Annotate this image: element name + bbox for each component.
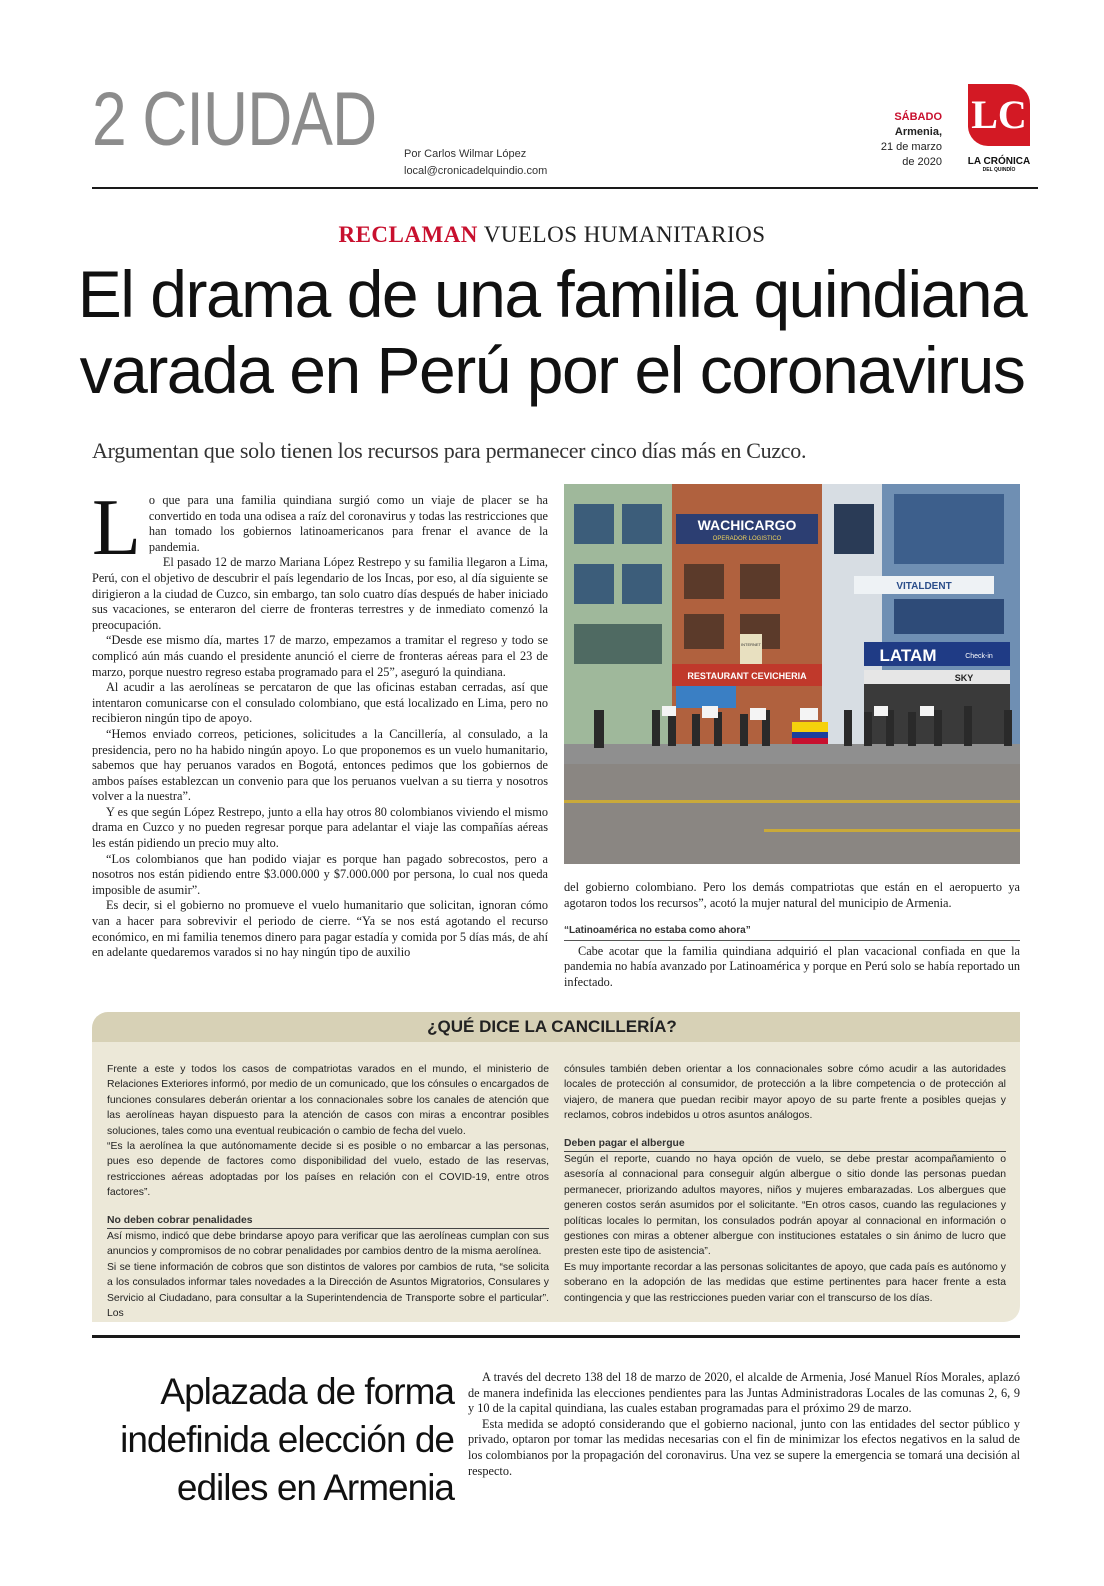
date-day: SÁBADO [894, 111, 942, 123]
article-paragraph: o que para una familia quindiana surgió como un viaje de placer se ha convertido en toda una odisea a raíz del coronavirus y todas las restricciones que han tomado los gobiernos latinoamericanos para frenar el avance de la pandemia. [148, 493, 548, 554]
headline [0, 256, 1104, 408]
box-paragraph: cónsules también deben orientar a los connacionales sobre cómo acudir a las autoridades locales de protección al consumidor, de protección a la libre competencia o de protección al viajero, de manera que puedan recibir mayor apoyo de su parte frente a posibles quejas y reclamos, cobros indebidos u otros asuntos análogos. [564, 1064, 1006, 1122]
box-paragraph: “Es la aerolínea la que autónomamente decide si es posible o no embarcar a las personas, pues eso depende de factores como disponibilidad del vuelo, estado de las reservas, restricciones aéreas adoptadas por los países en relación con el COVID-19, entre otros factores”. [107, 1141, 549, 1199]
box-paragraph: Así mismo, indicó que debe brindarse apoyo para verificar que las aerolíneas cumplan con sus anuncios y compromisos de no cobrar penalidades por cambios dentro de la misma aerolínea. [107, 1231, 549, 1258]
article-paragraph: “Hemos enviado correos, peticiones, solicitudes a la Cancillería, al consulado, a la presidencia, pero no ha habido ningún apoyo. Lo que proponemos es un vuelo humanitario, sabemos que hay peruanos varados en Bogotá, entonces pedimos que los gobiernos de ambos países establezcan un convenio para que los peruanos vuelvan a su tierra y nosotros volver a la nuestra”. [92, 726, 548, 804]
headline-line-2: varada en Perú por el coronavirus [79, 333, 1025, 407]
headline-line-1: El drama de una familia quindiana [77, 257, 1027, 331]
author-name: Por Carlos Wilmar López [404, 148, 527, 160]
brief-headline [92, 1368, 454, 1512]
sign-latam: LATAM [879, 646, 937, 665]
sidebar-box-column-right [564, 1062, 1006, 1306]
sign-wachicargo-sub: OPERADOR LOGISTICO [712, 536, 782, 542]
header-rule [92, 187, 1038, 189]
sign-restaurant: RESTAURANT CEVICHERIA [687, 671, 807, 681]
subheadline: Argumentan que solo tienen los recursos para permanecer cinco días más en Cuzco. [92, 438, 807, 463]
sign-wachicargo: WACHICARGO [697, 517, 797, 533]
article-paragraph: El pasado 12 de marzo Mariana López Restrepo y su familia llegaron a Lima, Perú, con el objetivo de descubrir el país legendario de los Incas, por eso, al día siguiente se dirigieron a la ciudad de Cuzco, sin embargo, tan solo cuatro días después de haber iniciado sus vacaciones, se enteraron del cierre de fronteras terrestres y de inmediato comenzó la preocupación. [92, 555, 548, 632]
article-column-left [92, 484, 548, 961]
byline [404, 146, 547, 180]
article-paragraph: del gobierno colombiano. Pero los demás compatriotas que están en el aeropuerto ya agotaron todos los recursos”, acotó la mujer natural del municipio de Armenia. [564, 880, 1020, 910]
date-line1: 21 de marzo [880, 141, 942, 153]
article-subheading: “Latinoamérica no estaba como ahora” [564, 923, 1020, 941]
sidebar-box-column-left [107, 1062, 549, 1322]
sign-internet: INTERNET [741, 642, 761, 647]
article-column-right [564, 880, 1020, 991]
box-paragraph: Es muy importante recordar a las personas solicitantes de apoyo, que cada país es autónomo y soberano en la adopción de las medidas que estime pertinentes para hacer frente a esta contingencia y que las restricciones pueden variar con el transcurso de los días. [564, 1261, 1006, 1304]
author-email[interactable]: local@cronicadelquindio.com [404, 165, 548, 177]
brief-headline-line: indefinida elección de [120, 1419, 454, 1460]
article-paragraph: Al acudir a las aerolíneas se percataron de que las oficinas estaban cerradas, así que intentaron comunicarse con el consulado colombiano, que está localizado en Lima, pero no recibieron ningún tipo de apoyo. [92, 680, 548, 726]
brief-paragraph: Esta medida se adoptó considerando que el gobierno nacional, junto con las entidades del sector público y privado, optaron por tomar las medidas necesarias con el fin de minimizar los efectos negativos en la salud de los colombianos por la propagación del coronavirus. Una vez se supere la emergencia se tomará una decisión al respecto. [468, 1416, 1020, 1478]
kicker-text: VUELOS HUMANITARIOS [483, 222, 766, 247]
bottom-rule [92, 1335, 1020, 1338]
box-paragraph: Frente a este y todos los casos de compatriotas varados en el mundo, el ministerio de Relaciones Exteriores informó, por medio de un comunicado, que los cónsules o encargados de funciones consulares deberán orientar a los connacionales sobre los canales de atención que las aerolíneas hayan dispuesto para la atención de casos con miras a encontrar posibles soluciones, tales como una eventual reubicación o cambio de fecha del vuelo. [107, 1064, 549, 1137]
brief-headline-line: Aplazada de forma [160, 1371, 454, 1412]
kicker-highlight: RECLAMAN [338, 222, 478, 247]
street-protest-illustration [564, 484, 1020, 864]
sign-vitaldent: VITALDENT [896, 581, 952, 592]
brief-paragraph: A través del decreto 138 del 18 de marzo de 2020, el alcalde de Armenia, José Manuel Ríos Morales, aplazó de manera indefinida las elecciones pendientes para las Juntas Administradoras Locales de las comunas 2, 6, 9 y 10 de la capital quindiana, las cuales estaban programadas para el próximo 29 de marzo. [468, 1370, 1020, 1416]
kicker [0, 222, 1104, 248]
newspaper-name [960, 156, 1038, 173]
sign-sky: SKY [954, 673, 974, 683]
brief-headline-line: ediles en Armenia [176, 1467, 454, 1508]
box-paragraph: Si se tiene información de cobros que son distintos de valores por cambios de ruta, “se solicita a los consulados informar tales novedades a la Dirección de Asuntos Migratorios, Consulares y Servicio al Ciudadano, para consultar a la Superintendencia de Transporte sobre el particular”. Los [107, 1261, 549, 1320]
date-line2: de 2020 [902, 156, 942, 168]
newspaper-logo: LC [968, 84, 1030, 146]
news-photo [564, 484, 1020, 864]
brief-body [468, 1370, 1020, 1479]
logo-name: LA CRÓNICA [967, 156, 1031, 167]
date-city: Armenia, [894, 126, 942, 138]
article-paragraph: “Desde ese mismo día, martes 17 de marzo, empezamos a tramitar el regreso y todo se complicó aún más cuando el presidente anunció el cierre de fronteras aéreas para el 23 de marzo, porque nuestro regreso estaba programado para el 25”, aseguró la quindiana. [92, 633, 548, 679]
article-paragraph: Es decir, si el gobierno no promueve el vuelo humanitario que solicitan, ignoran cómo van a hacer para sobrevivir el periodo de cierre. “Ya se nos está agotando el recurso económico, en mi familia tenemos dinero para pagar estadía y comida por 5 días más, de ahí en adelante quedaremos varados si no hay ningún tipo de auxilio [92, 898, 548, 960]
article-paragraph: Cabe acotar que la familia quindiana adquirió el plan vacacional confiada en que la pandemia no había avanzado por Latinoamérica y porque en Perú solo se había reportado un infectado. [564, 943, 1020, 989]
drop-cap: L [92, 484, 141, 572]
logo-sub: DEL QUINDÍO [982, 167, 1016, 173]
box-paragraph: Según el reporte, cuando no haya opción de vuelo, se debe prestar acompañamiento o asesoría al connacional para conseguir algún albergue o sitio donde las personas puedan permanecer, priorizando adultos mayores, niños y mujeres embarazadas. Los albergues que generen costos serán asumidos por el solicitante. “En otros casos, cuando las regulaciones y políticas locales lo permitan, los consulados podrán apoyar al connacional en información o gestiones con miras a obtener albergue con instituciones estatales o sin ánimo de lucro que presten este tipo de asistencia”. [564, 1154, 1006, 1258]
box-subheading: No deben cobrar penalidades [107, 1213, 549, 1229]
box-subheading: Deben pagar el albergue [564, 1136, 1006, 1152]
article-paragraph: “Los colombianos que han podido viajar es porque han pagado sobrecostos, pero a nosotros nos están pidiendo entre $3.000.000 y $7.000.000 por persona, lo cual nos queda imposible de asumir”. [92, 851, 548, 897]
sign-latam-sub: Check-in [965, 653, 993, 660]
dateline [881, 110, 942, 170]
article-paragraph: Y es que según López Restrepo, junto a ella hay otros 80 colombianos viviendo el mismo drama en Cuzco y no pueden regresar porque para adelantar el viaje las compañías aéreas les están pidiendo un precio muy alto. [92, 804, 548, 851]
sidebar-box-title: ¿QUÉ DICE LA CANCILLERÍA? [427, 1017, 677, 1036]
section-title: 2 CIUDAD [92, 77, 377, 162]
